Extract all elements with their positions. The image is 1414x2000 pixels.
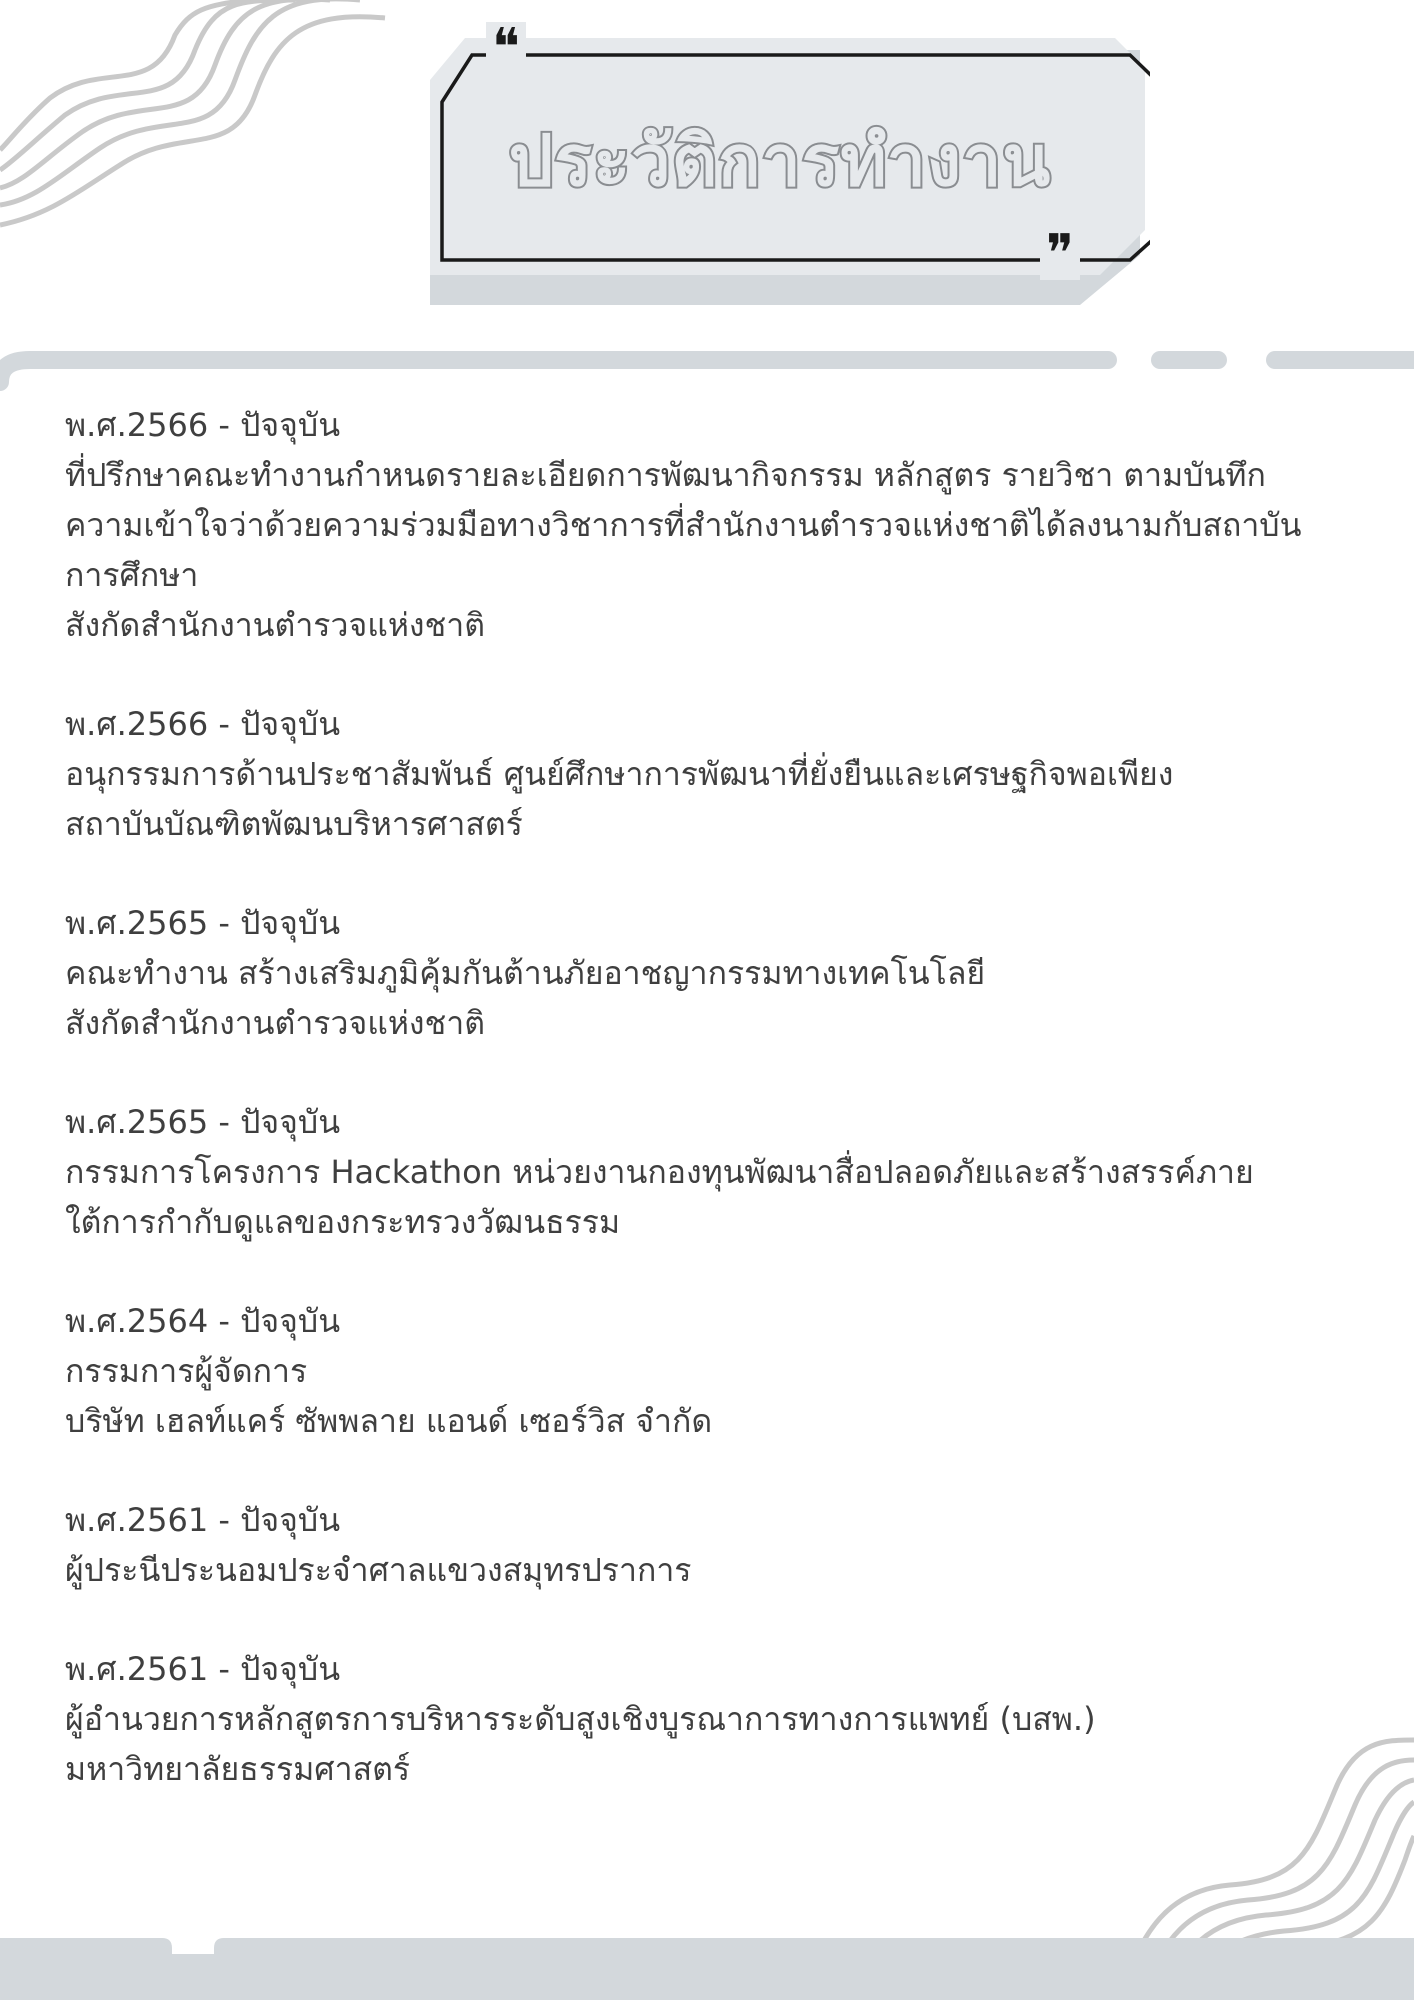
- footer-band: [0, 1930, 1414, 2000]
- header-divider: [0, 340, 1414, 400]
- entry-line: คณะทำงาน สร้างเสริมภูมิคุ้มกันต้านภัยอาชญากรรมทางเทคโนโลยี: [65, 954, 986, 992]
- entry-period: พ.ศ.2565 - ปัจจุบัน: [65, 904, 341, 942]
- entry-line: ผู้อำนวยการหลักสูตรการบริหารระดับสูงเชิงบูรณาการทางการแพทย์ (บสพ.): [65, 1700, 1096, 1738]
- entry-line: บริษัท เฮลท์แคร์ ซัพพลาย แอนด์ เซอร์วิส จำกัด: [65, 1402, 713, 1440]
- entry-period: พ.ศ.2561 - ปัจจุบัน: [65, 1650, 341, 1688]
- work-history-entry: [65, 1495, 1385, 1595]
- work-history-entry: [65, 1296, 1385, 1446]
- entry-line: สังกัดสำนักงานตำรวจแห่งชาติ: [65, 1004, 485, 1042]
- entry-line: ผู้ประนีประนอมประจำศาลแขวงสมุทรปราการ: [65, 1551, 692, 1589]
- entry-period: พ.ศ.2564 - ปัจจุบัน: [65, 1302, 341, 1340]
- entry-period: พ.ศ.2566 - ปัจจุบัน: [65, 705, 341, 743]
- work-history-entry: [65, 400, 1385, 650]
- entry-period: พ.ศ.2566 - ปัจจุบัน: [65, 406, 341, 444]
- entry-line: ที่ปรึกษาคณะทำงานกำหนดรายละเอียดการพัฒนากิจกรรม หลักสูตร รายวิชา ตามบันทึก: [65, 456, 1266, 494]
- entry-line: ใต้การกำกับดูแลของกระทรวงวัฒนธรรม: [65, 1203, 621, 1241]
- quote-close-icon: ❞: [1040, 228, 1080, 280]
- entry-line: สถาบันบัณฑิตพัฒนบริหารศาสตร์: [65, 805, 523, 843]
- entry-line: กรรมการโครงการ Hackathon หน่วยงานกองทุนพัฒนาสื่อปลอดภัยและสร้างสรรค์ภาย: [65, 1153, 1254, 1191]
- entry-line: กรรมการผู้จัดการ: [65, 1352, 308, 1390]
- entry-line: มหาวิทยาลัยธรรมศาสตร์: [65, 1750, 411, 1788]
- quote-open-icon: ❝: [486, 22, 526, 74]
- work-history-entry: [65, 1097, 1385, 1247]
- entry-line: อนุกรรมการด้านประชาสัมพันธ์ ศูนย์ศึกษาการพัฒนาที่ยั่งยืนและเศรษฐกิจพอเพียง: [65, 755, 1174, 793]
- work-history-entry: [65, 898, 1385, 1048]
- entry-line: สังกัดสำนักงานตำรวจแห่งชาติ: [65, 606, 485, 644]
- entry-period: พ.ศ.2565 - ปัจจุบัน: [65, 1103, 341, 1141]
- page-title: ประวัติการทำงาน: [508, 119, 1052, 202]
- work-history-entry: [65, 699, 1385, 849]
- entry-line: การศึกษา: [65, 556, 199, 594]
- work-history-list: [65, 400, 1385, 1843]
- entry-period: พ.ศ.2561 - ปัจจุบัน: [65, 1501, 341, 1539]
- wave-decoration-top-left: [0, 0, 400, 270]
- entry-line: ความเข้าใจว่าด้วยความร่วมมือทางวิชาการที่สำนักงานตำรวจแห่งชาติได้ลงนามกับสถาบัน: [65, 506, 1302, 544]
